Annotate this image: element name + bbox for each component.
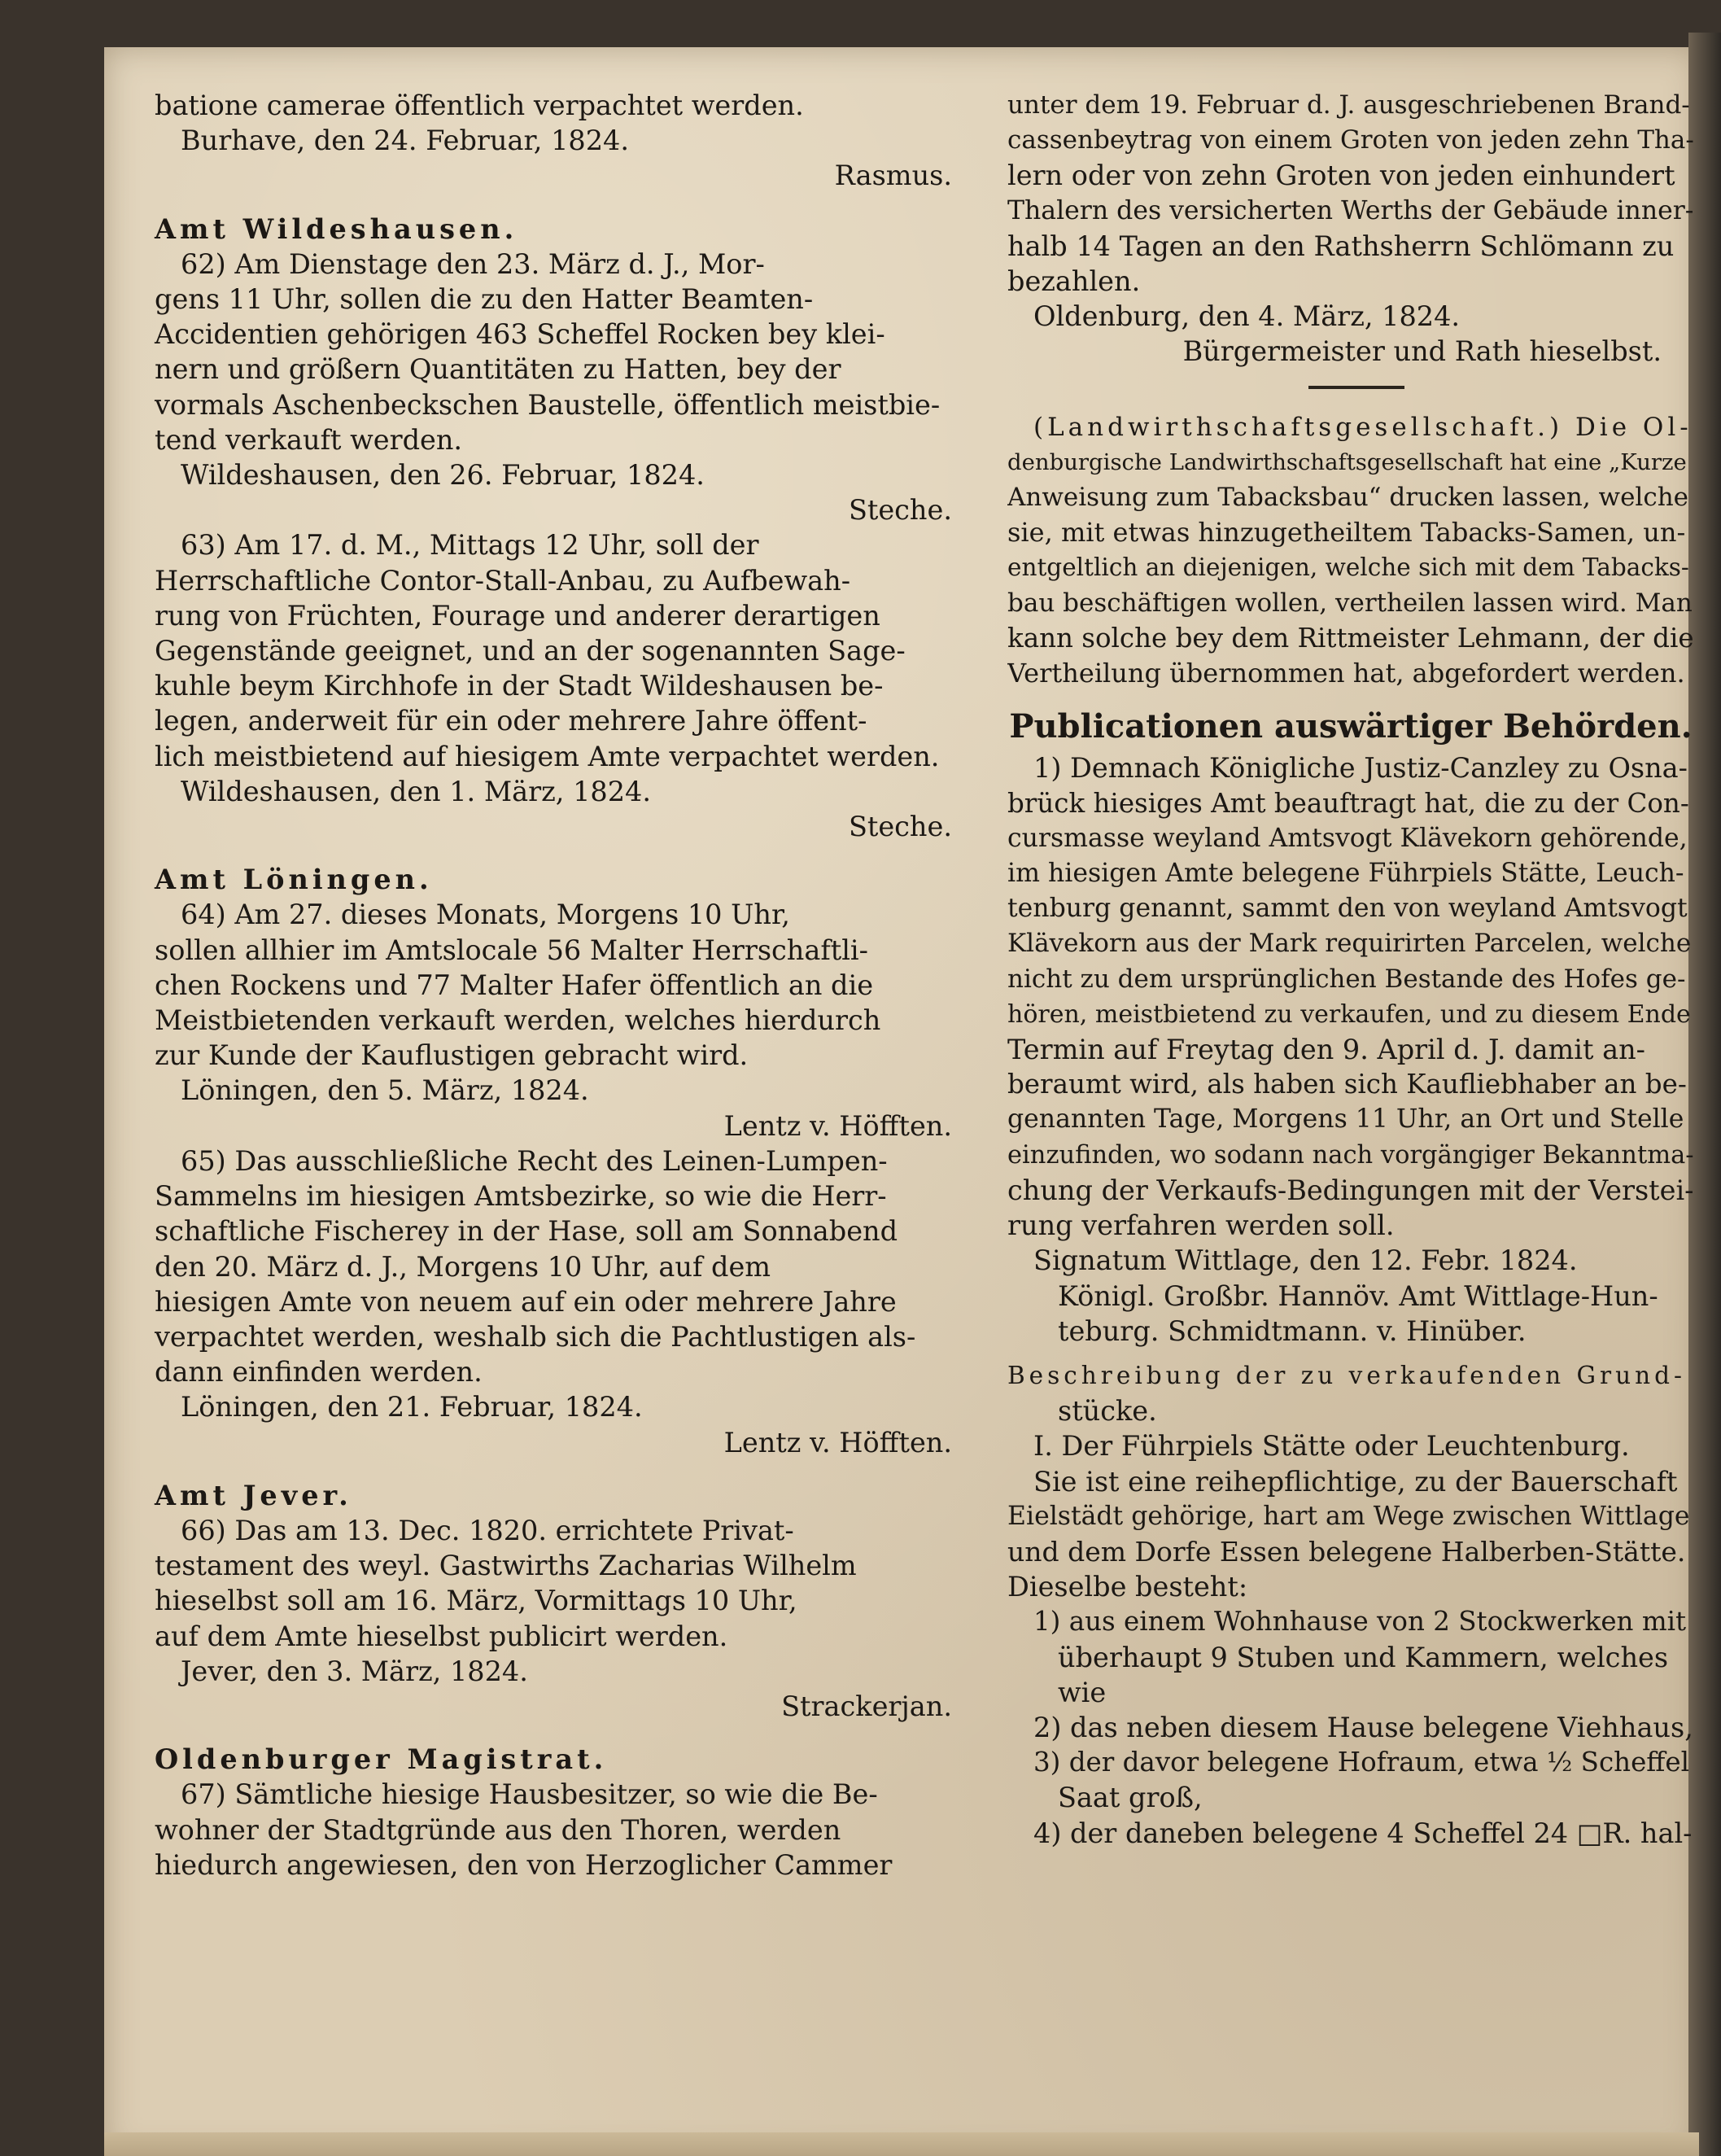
text-line: schaftliche Fischerey in der Hase, soll am Sonnabend [155, 1215, 898, 1248]
page-bottom-edge [104, 2132, 1699, 2156]
text-line: Herrschaftliche Contor-Stall-Anbau, zu Aufbewah- [155, 564, 851, 597]
text-line: entgeltlich an diejenigen, welche sich mit dem Tabacks- [1007, 553, 1689, 582]
text-line: 67) Sämtliche hiesige Hausbesitzer, so wie die Be- [181, 1778, 878, 1811]
text-line: Löningen, den 21. Februar, 1824. [181, 1391, 643, 1423]
text-line: Gegenstände geeignet, und an der sogenannten Sage- [155, 635, 906, 667]
text-line: Termin auf Freytag den 9. April d. J. damit an- [1007, 1034, 1645, 1066]
text-line: Vertheilung übernommen hat, abgefordert werden. [1007, 658, 1685, 689]
text-line: Bürgermeister und Rath hieselbst. [1182, 335, 1662, 368]
text-line: 64) Am 27. dieses Monats, Morgens 10 Uhr, [181, 899, 790, 931]
text-line: Anweisung zum Tabacksbau“ drucken lassen, welche [1007, 483, 1688, 513]
text-line: teburg. Schmidtmann. v. Hinüber. [1058, 1314, 1527, 1347]
text-line: Steche. [848, 494, 952, 527]
right-column-top-section [1007, 88, 1694, 370]
text-line: cursmasse weyland Amtsvogt Klävekorn gehörende, [1007, 823, 1688, 853]
text-line: tend verkauft werden. [155, 423, 463, 456]
text-line: Wildeshausen, den 1. März, 1824. [181, 775, 651, 807]
text-line: gens 11 Uhr, sollen die zu den Hatter Beamten- [155, 283, 814, 316]
right-column-bottom-section [1007, 410, 1694, 1851]
text-line: Rasmus. [834, 160, 952, 192]
text-line: Beschreibung der zu verkaufenden Grund- [1007, 1361, 1686, 1389]
text-line: Klävekorn aus der Mark requirirten Parcelen, welche [1007, 929, 1692, 959]
text-line: bau beschäftigen wollen, vertheilen lassen wird. Man [1007, 588, 1693, 618]
text-line: testament des weyl. Gastwirths Zacharias Wilhelm [155, 1550, 857, 1582]
text-line: überhaupt 9 Stuben und Kammern, welches [1058, 1641, 1669, 1673]
text-line: hören, meistbietend zu verkaufen, und zu diesem Ende [1007, 999, 1691, 1029]
text-line: 2) das neben diesem Hause belegene Viehhaus, [1033, 1711, 1693, 1743]
text-line: Meistbietenden verkauft werden, welches hierdurch [155, 1004, 881, 1037]
text-line: sie, mit etwas hinzugetheiltem Tabacks-Samen, un- [1007, 517, 1686, 549]
text-line: denburgische Landwirthschaftsgesellschaft hat eine „Kurze [1007, 448, 1687, 475]
text-line: chung der Verkaufs-Bedingungen mit der Verstei- [1007, 1174, 1694, 1206]
text-line: Lentz v. Höfften. [723, 1426, 952, 1458]
text-line: Sammelns im hiesigen Amtsbezirke, so wie die Herr- [155, 1180, 887, 1213]
text-line: unter dem 19. Februar d. J. ausgeschriebenen Brand- [1007, 90, 1690, 120]
text-line: Wildeshausen, den 26. Februar, 1824. [181, 459, 705, 492]
text-line: Strackerjan. [781, 1690, 952, 1722]
text-line: brück hiesiges Amt beauftragt hat, die zu der Con- [1007, 787, 1689, 819]
text-line: verpachtet werden, weshalb sich die Pachtlustigen als- [155, 1320, 916, 1353]
text-line: Jever, den 3. März, 1824. [181, 1655, 528, 1687]
text-line: Burhave, den 24. Februar, 1824. [181, 125, 629, 157]
text-line: Amt Jever. [155, 1479, 352, 1511]
text-line: I. Der Führpiels Stätte oder Leuchtenburg. [1033, 1430, 1630, 1463]
text-line: den 20. März d. J., Morgens 10 Uhr, auf dem [155, 1250, 771, 1283]
left-text-column [155, 88, 1001, 1883]
text-line: dann einfinden werden. [155, 1356, 483, 1388]
text-line: tenburg genannt, sammt den von weyland Amtsvogt [1007, 894, 1688, 924]
text-line: zur Kunde der Kauflustigen gebracht wird. [155, 1039, 749, 1072]
text-line: 62) Am Dienstage den 23. März d. J., Mor- [181, 247, 765, 280]
text-line: wohner der Stadtgründe aus den Thoren, werden [155, 1813, 841, 1846]
text-line: auf dem Amte hieselbst publicirt werden. [155, 1620, 728, 1652]
text-line: 65) Das ausschließliche Recht des Leinen-Lumpen- [181, 1144, 888, 1177]
text-line: 66) Das am 13. Dec. 1820. errichtete Privat- [181, 1514, 794, 1546]
text-line: im hiesigen Amte belegene Führpiels Stätte, Leuch- [1007, 859, 1684, 889]
text-line: 63) Am 17. d. M., Mittags 12 Uhr, soll der [181, 529, 759, 562]
section-divider-rule [1308, 386, 1404, 389]
text-line: bationе cameraе öffentlich verpachtet werden. [155, 90, 804, 121]
text-line: Sie ist eine reihepflichtige, zu der Bauerschaft [1033, 1465, 1678, 1498]
text-line: Oldenburger Magistrat. [155, 1743, 608, 1776]
text-line: kann solche bey dem Rittmeister Lehmann, der die [1007, 622, 1694, 654]
text-line: Eielstädt gehörige, hart am Wege zwischen Wittlage [1007, 1501, 1690, 1531]
text-line: Accidentien gehörigen 463 Scheffel Rocken bey klei- [155, 318, 885, 351]
text-line: Oldenburg, den 4. März, 1824. [1033, 300, 1461, 333]
text-line: lich meistbietend auf hiesigem Amte verpachtet werden. [155, 740, 940, 772]
text-line: Amt Wildeshausen. [155, 212, 518, 245]
text-line: sollen allhier im Amtslocale 56 Malter Herrschaftli- [155, 934, 868, 966]
text-line: stücke. [1058, 1395, 1157, 1428]
text-line: 1) Demnach Königliche Justiz-Canzley zu Osna- [1033, 752, 1688, 785]
text-line: Königl. Großbr. Hannöv. Amt Wittlage-Hun- [1058, 1279, 1658, 1312]
text-line: Thalern des versicherten Werths der Gebäude inner- [1007, 195, 1694, 225]
text-line: hiedurch angewiesen, den von Herzoglicher Cammer [155, 1848, 893, 1881]
text-line: Löningen, den 5. März, 1824. [181, 1074, 589, 1107]
right-text-column [1007, 88, 1694, 1851]
text-line: nern und größern Quantitäten zu Hatten, bey der [155, 353, 841, 386]
text-line: nicht zu dem ursprünglichen Bestande des Hofes ge- [1007, 964, 1686, 994]
text-line: und dem Dorfe Essen belegene Halberben-Stätte. [1007, 1535, 1686, 1568]
text-line: rung verfahren werden soll. [1007, 1209, 1395, 1242]
text-line: lern oder von zehn Groten von jeden einhundert [1007, 160, 1675, 192]
text-line: hiesigen Amte von neuem auf ein oder mehrere Jahre [155, 1285, 897, 1318]
text-line: vormals Aschenbeckschen Baustelle, öffentlich meistbie- [155, 388, 941, 421]
text-line: wie [1058, 1676, 1107, 1708]
text-line: legen, anderweit für ein oder mehrere Jahre öffent- [155, 705, 867, 737]
text-line: Lentz v. Höfften. [723, 1109, 952, 1142]
text-line: genannten Tage, Morgens 11 Uhr, an Ort und Stelle [1007, 1104, 1684, 1135]
text-line: halb 14 Tagen an den Rathsherrn Schlömann zu [1007, 230, 1675, 262]
text-line: Steche. [848, 811, 952, 843]
text-line: kuhle beym Kirchhofe in der Stadt Wildeshausen be- [155, 670, 884, 702]
text-line: Saat groß, [1058, 1782, 1203, 1814]
text-line: 3) der davor belegene Hofraum, etwa ½ Scheffel [1033, 1747, 1690, 1778]
text-line: einzufinden, wo sodann nach vorgängiger Bekanntma- [1007, 1140, 1694, 1170]
text-line: cassenbeytrag von einem Groten von jeden zehn Tha- [1007, 125, 1694, 155]
text-line: beraumt wird, als haben sich Kaufliebhaber an be- [1007, 1069, 1687, 1100]
text-line: Dieselbe besteht: [1007, 1571, 1248, 1603]
text-line: hieselbst soll am 16. März, Vormittags 10 Uhr, [155, 1585, 797, 1617]
text-line: Publicationen auswärtiger Behörden. [1009, 707, 1693, 746]
text-line: (Landwirthschaftsgesellschaft.) Die Ol- [1033, 412, 1693, 442]
text-line: 4) der daneben belegene 4 Scheffel 24 □R. hal- [1033, 1817, 1693, 1849]
text-line: 1) aus einem Wohnhause von 2 Stockwerken mit [1033, 1606, 1687, 1638]
text-line: rung von Früchten, Fourage und anderer derartigen [155, 599, 880, 632]
text-line: Signatum Wittlage, den 12. Febr. 1824. [1033, 1244, 1578, 1277]
text-line: bezahlen. [1007, 265, 1141, 298]
text-line: chen Rockens und 77 Malter Hafer öffentlich an die [155, 969, 874, 1001]
text-line: Amt Löningen. [155, 864, 433, 896]
